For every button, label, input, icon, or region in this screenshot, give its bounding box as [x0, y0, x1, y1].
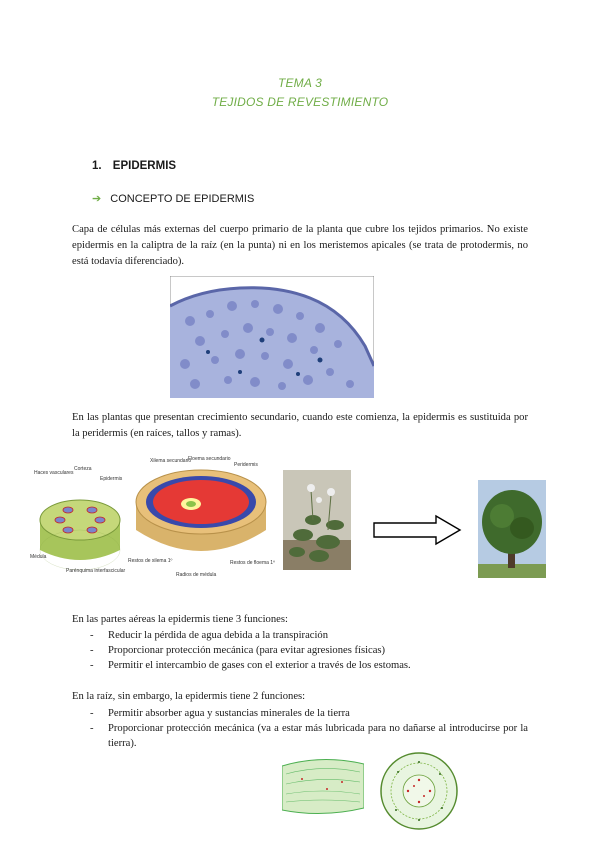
root-functions-intro: En la raíz, sin embargo, la epidermis tiene 2 funciones:: [72, 691, 306, 702]
label-vascular-bundles: Haces vasculares: [34, 470, 74, 476]
aerial-functions-intro: En las partes aéreas la epidermis tiene 3 funciones:: [72, 614, 288, 625]
aerial-functions-list: [90, 628, 528, 673]
list-item: - Permitir el intercambio de gases con el exterior a través de los estomas.: [90, 658, 528, 673]
page-title: TEJIDOS DE REVESTIMIENTO: [211, 95, 389, 109]
label-interfascicular: Parénquima interfascicular: [66, 568, 126, 574]
label-cortex: Corteza: [74, 466, 92, 472]
list-item: - Proporcionar protección mecánica (para evitar agresiones físicas): [90, 643, 528, 658]
root-epidermis-drawing: [282, 754, 364, 820]
subheading-text: CONCEPTO DE EPIDERMIS: [110, 193, 255, 205]
list-item: - Reducir la pérdida de agua debida a la transpiración: [90, 628, 528, 643]
growth-arrow-icon: [372, 514, 464, 546]
section-heading: [92, 160, 176, 172]
topic-title: TEMA 3: [277, 76, 323, 90]
arrow-icon: ➔: [92, 193, 102, 205]
root-functions-list: [90, 706, 528, 751]
list-item: - Permitir absorber agua y sustancias minerales de la tierra: [90, 706, 528, 721]
secondary-stem-diagram: [126, 452, 276, 582]
section-title: EPIDERMIS: [112, 160, 177, 172]
label-xylem-remains: Restos de xilema 1º: [128, 558, 173, 564]
secondary-growth-paragraph: En las plantas que presentan crecimiento secundario, cuando este comienza, la epidermis es sustituida por la peridermis (en raíces, tallos y ramas).: [72, 412, 528, 439]
tree-photo: [478, 480, 546, 578]
primary-stem-diagram: [30, 460, 130, 580]
list-item: - Proporcionar protección mecánica (va a estar más lubricada para no dañarse al introducirse por la tierra).: [90, 721, 528, 751]
root-cross-section-drawing: [378, 750, 460, 832]
subheading: [92, 192, 254, 205]
label-secondary-xylem: Xilema secundario: [150, 458, 192, 464]
young-plant-photo: [283, 470, 351, 570]
label-epidermis: Epidermis: [100, 476, 123, 482]
definition-paragraph: Capa de células más externas del cuerpo primario de la planta que cubre los tejidos primarios. No existe epidermis en la caliptra de la raíz (en la punta) ni en los meristemos apicales (se trata de protodermis, no está todavía diferenciado).: [72, 224, 528, 267]
section-number: 1.: [92, 160, 102, 172]
label-phloem-remains: Restos de floema 1º: [230, 560, 275, 566]
label-medullary-rays: Radios de médula: [176, 572, 217, 578]
epidermis-micrograph: [170, 276, 374, 398]
label-pith: Médula: [30, 554, 47, 560]
label-periderm: Peridermis: [234, 462, 258, 468]
label-secondary-phloem: Floema secundario: [188, 456, 231, 462]
